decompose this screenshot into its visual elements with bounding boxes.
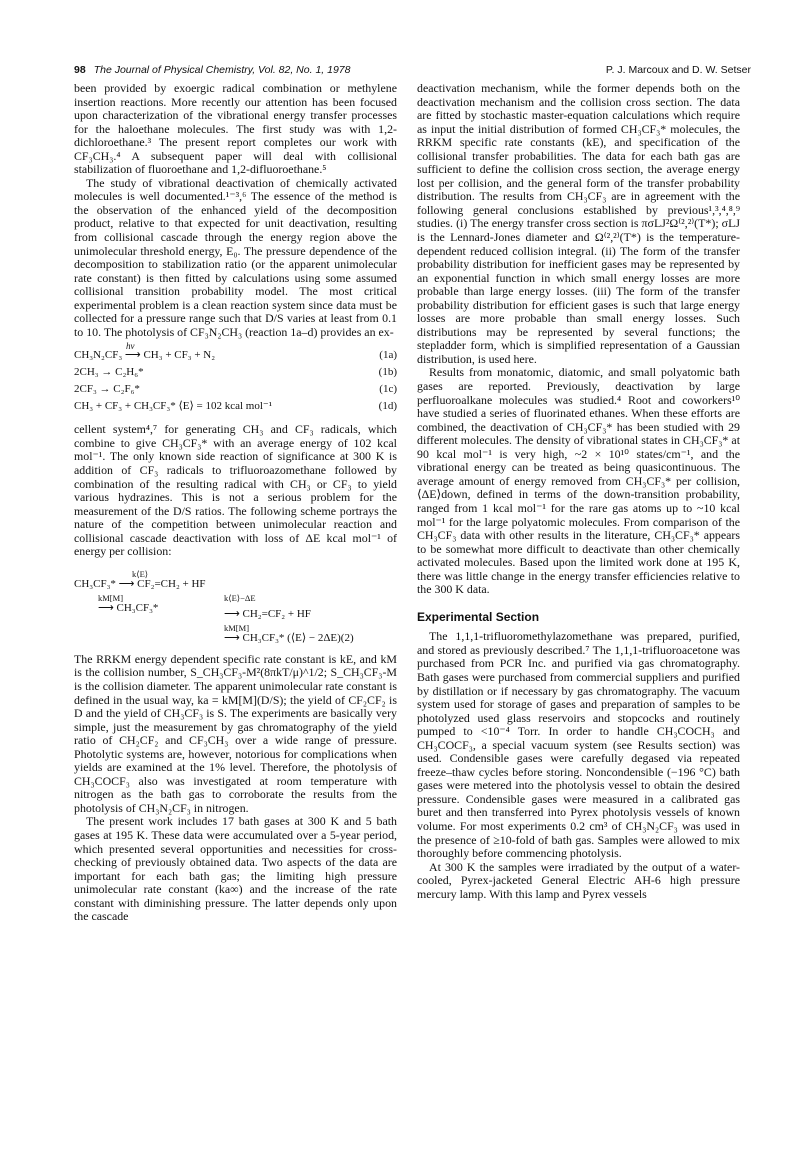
- reaction-equations: [74, 341, 397, 415]
- rate-constant-label: k⟨E⟩−ΔE: [224, 592, 256, 603]
- paragraph: The RRKM energy dependent specific rate constant is kE, and kM is the collision number, S_CH₃CF₃-M²(8πkT/μ)^1/2; S_CH₃CF₃-M is the collision diameter. The apparent unimolecular rate constant is defined in the usual way, ka = kM[M](D/S); the yield of CF₂CF₂ is D and the yield of CH₃CF₃ is S. The experiments are basically very simple, just the measurement by gas chromatography of the yield ratio of CH₂CF₂ and CF₃CH₃ over a wide range of pressure. Photolytic systems are, however, notorious for complications when yields are examined at the 1% level. Therefore, the photolysis of CH₃COCF₃ also was investigated at room temperature with nitrogen as the bath gas to corroborate the results from the photolysis of CH₃N₂CF₃ in nitrogen.: [74, 651, 397, 815]
- rate-constant-label: kM[M]: [98, 592, 124, 603]
- equation-label: (1c): [379, 383, 397, 396]
- equation-1d: [74, 398, 397, 415]
- equation-text: CH₃ + CF₃ + CH₃CF₃* ⟨E⟩ = 102 kcal mol⁻¹: [74, 400, 273, 413]
- equation-1b: [74, 364, 397, 381]
- header-left: [74, 64, 350, 76]
- equation-1a: [74, 341, 397, 364]
- journal-citation: The Journal of Physical Chemistry, Vol. 82, No. 1, 1978: [93, 64, 351, 76]
- reaction-scheme: [74, 567, 397, 649]
- left-column: [74, 82, 397, 924]
- paragraph: deactivation mechanism, while the former depends both on the deactivation mechanism and the collision cross section. The data are fitted by stochastic master-equation calculations which require as input the initial distribution of formed CH₃CF₃* molecules, the RRKM specific rate constants (kE), and specification of the collisional transfer probabilities. The data for each bath gas are sufficient to define the collision cross section, the average energy lost per collision, and the general form of the transfer probability distribution. The results from CH₃CF₃ are in agreement with the following general conclusions established by previous¹,³,⁴,⁸,⁹ studies. (i) The energy transfer cross section is πσLJ²Ω⁽²,²⁾(T*); σLJ is the Lennard-Jones diameter and Ω⁽²,²⁾(T*) is the temperature-dependent reduced collision integral. (ii) The form of the transfer probability distribution for inefficient gases may be represented by an exponential function in which small energy losses are more probable than large energy losses. (iii) The form of the transfer probability distribution for efficient gases is such that large energy losses are more probable than small energy losses. Such distributions may be represented by several functions; the stepladder form, which is simplified representation of a Gaussian distribution, is used here.: [417, 81, 740, 366]
- paragraph: cellent system⁴,⁷ for generating CH₃ and CF₃ radicals, which combine to give CH₃CF₃* with an average energy of 102 kcal mol⁻¹. The only known side reaction of significance at 300 K is addition of CF₃ radicals to trifluoroazomethane followed by combination of the resulting radical with CH₃ or CF₃ to yield various hydrazines. This is not a serious problem for the measurement of the D/S ratios. The following scheme portrays the nature of the competition between unimolecular reaction and collisional cascade deactivation with loss of ΔE kcal mol⁻¹ of energy per collision:: [74, 422, 397, 559]
- equation-label: (1b): [378, 366, 397, 379]
- paragraph: The 1,1,1-trifluoromethylazomethane was prepared, purified, and stored as previously described.⁷ The 1,1,1-trifluoroacetone was purchased from PCR Inc. and purified via gas chromatography. Bath gases were purchased from commercial suppliers and purified by distillation or if necessary by gas chromatography. The vacuum system used for storage of gases and preparation of samples to be photolyzed used glass reservoirs and stopcocks and routinely pumped to <10⁻⁴ Torr. In order to handle CH₃COCH₃ and CH₃COCF₃, a special vacuum system (see Results section) was used. Condensible gases were carefully degased via repeated freeze–thaw cycles before storing. Noncondensible (−196 °C) bath gases were metered into the photolysis vessel to obtain the desired pressure. Condensible gases were measured in a calibrated gas buret and then transferred into Pyrex photolysis vessels of known volume. For most experiments 0.2 cm³ of CH₃N₂CF₃ was used in the presence of ≥10-fold of bath gas. Samples were allowed to mix thoroughly before commencing photolysis.: [417, 629, 740, 861]
- paragraph: At 300 K the samples were irradiated by the output of a water-cooled, Pyrex-jacketed General Electric AH-6 high pressure mercury lamp. With this lamp and Pyrex vessels: [417, 859, 740, 901]
- right-column: [417, 82, 740, 901]
- paragraph: The present work includes 17 bath gases at 300 K and 5 bath gases at 195 K. These data were accumulated over a 5-year period, which presented several opportunities and necessities for cross-checking of previously obtained data. Two aspects of the data are important for each bath gas; the limiting high pressure unimolecular rate constant (ka∞) and the increase of the rate constant with diminishing pressure. The latter depends only upon the cascade: [74, 814, 397, 924]
- scheme-line: ⟶ CH₃CF₃*: [98, 601, 159, 614]
- equation-text: CH₃N₂CF₃ ⟶ CH₃ + CF₃ + N₂: [74, 349, 216, 362]
- scheme-line: ⟶ CH₂=CF₂ + HF: [224, 607, 311, 620]
- paragraph: The study of vibrational deactivation of chemically activated molecules is well documented.¹⁻³,⁶ The essence of the method is the observation of the enhanced yield of the decomposition product, relative to that expected for unit deactivation, resulting from collisional cascade through the energy region above the unimolecular threshold energy, E₀. The pressure dependence of the decomposition to stabilization ratio (or the apparent unimolecular rate constant) is then fitted by calculations using some assumed collisional transition probability model. The most critical experimental problem is a clean reaction system since data must be collected for a pressure range such that D/S varies at least from 0.1 to 10. The photolysis of CF₃N₂CH₃ (reaction 1a–d) provides an ex-: [74, 175, 397, 339]
- rate-constant-label: k⟨E⟩: [132, 568, 149, 579]
- header-authors: P. J. Marcoux and D. W. Setser: [605, 64, 751, 76]
- equation-text: 2CF₃ → C₂F₆*: [74, 383, 140, 396]
- running-header: [74, 64, 751, 80]
- paragraph: Results from monatomic, diatomic, and small polyatomic bath gases are reported. Previously, deactivation by large perfluoroalkane molecules was studied.⁴ Root and coworkers¹⁰ have studied a series of fluorinated ethanes. When these efforts are combined, the deactivation of CH₃CF₃* has been studied with 29 different molecules. The density of vibrational states in CH₃CF₃* at 90 kcal mol⁻¹ is very high, ~2 × 10¹⁰ states/cm⁻¹, and the vibrational energy can be treated as being quasicontinuous. The average amount of energy removed from CH₃CF₃* per collision, ⟨ΔE⟩down, defined in terms of the down-transition probability, ranged from 1 kcal mol⁻¹ for the rare gas atoms up to ~10 kcal mol⁻¹ for the large polyatomic molecules. From comparison of the CH₃CF₃ data with other results in the literature, CH₃CF₃* appears to be somewhat more difficult to deactivate than other chemically activated molecules. Based upon the limited work done at 195 K, there was little change in the energy transfer efficiencies relative to the 300 K data.: [417, 365, 740, 597]
- rate-constant-label: kM[M]: [224, 622, 250, 633]
- equation-text: 2CH₃ → C₂H₆*: [74, 366, 144, 379]
- section-heading: Experimental Section: [417, 609, 540, 624]
- scheme-line: ⟶ CH₃CF₃* (⟨E⟩ − 2ΔE)(2): [224, 631, 354, 644]
- photon-label: hν: [126, 341, 135, 352]
- scheme-line: CH₃CF₃* ⟶ CF₂=CH₂ + HF: [74, 577, 206, 590]
- page-number: 98: [74, 64, 86, 76]
- paragraph: been provided by exoergic radical combination or methylene insertion reactions. More recently our attention has been focused upon characterization of the vibrational energy transfer processes for the haloethane molecules. The first study was with 1,2-dichloroethane.³ The present report completes our work with CF₃CH₃.⁴ A subsequent paper will deal with collisional stabilization of fluoroethane and 1,2-difluoroethane.⁵: [74, 81, 397, 177]
- equation-label: (1a): [379, 349, 397, 362]
- equation-label: (1d): [378, 400, 397, 413]
- equation-1c: [74, 381, 397, 398]
